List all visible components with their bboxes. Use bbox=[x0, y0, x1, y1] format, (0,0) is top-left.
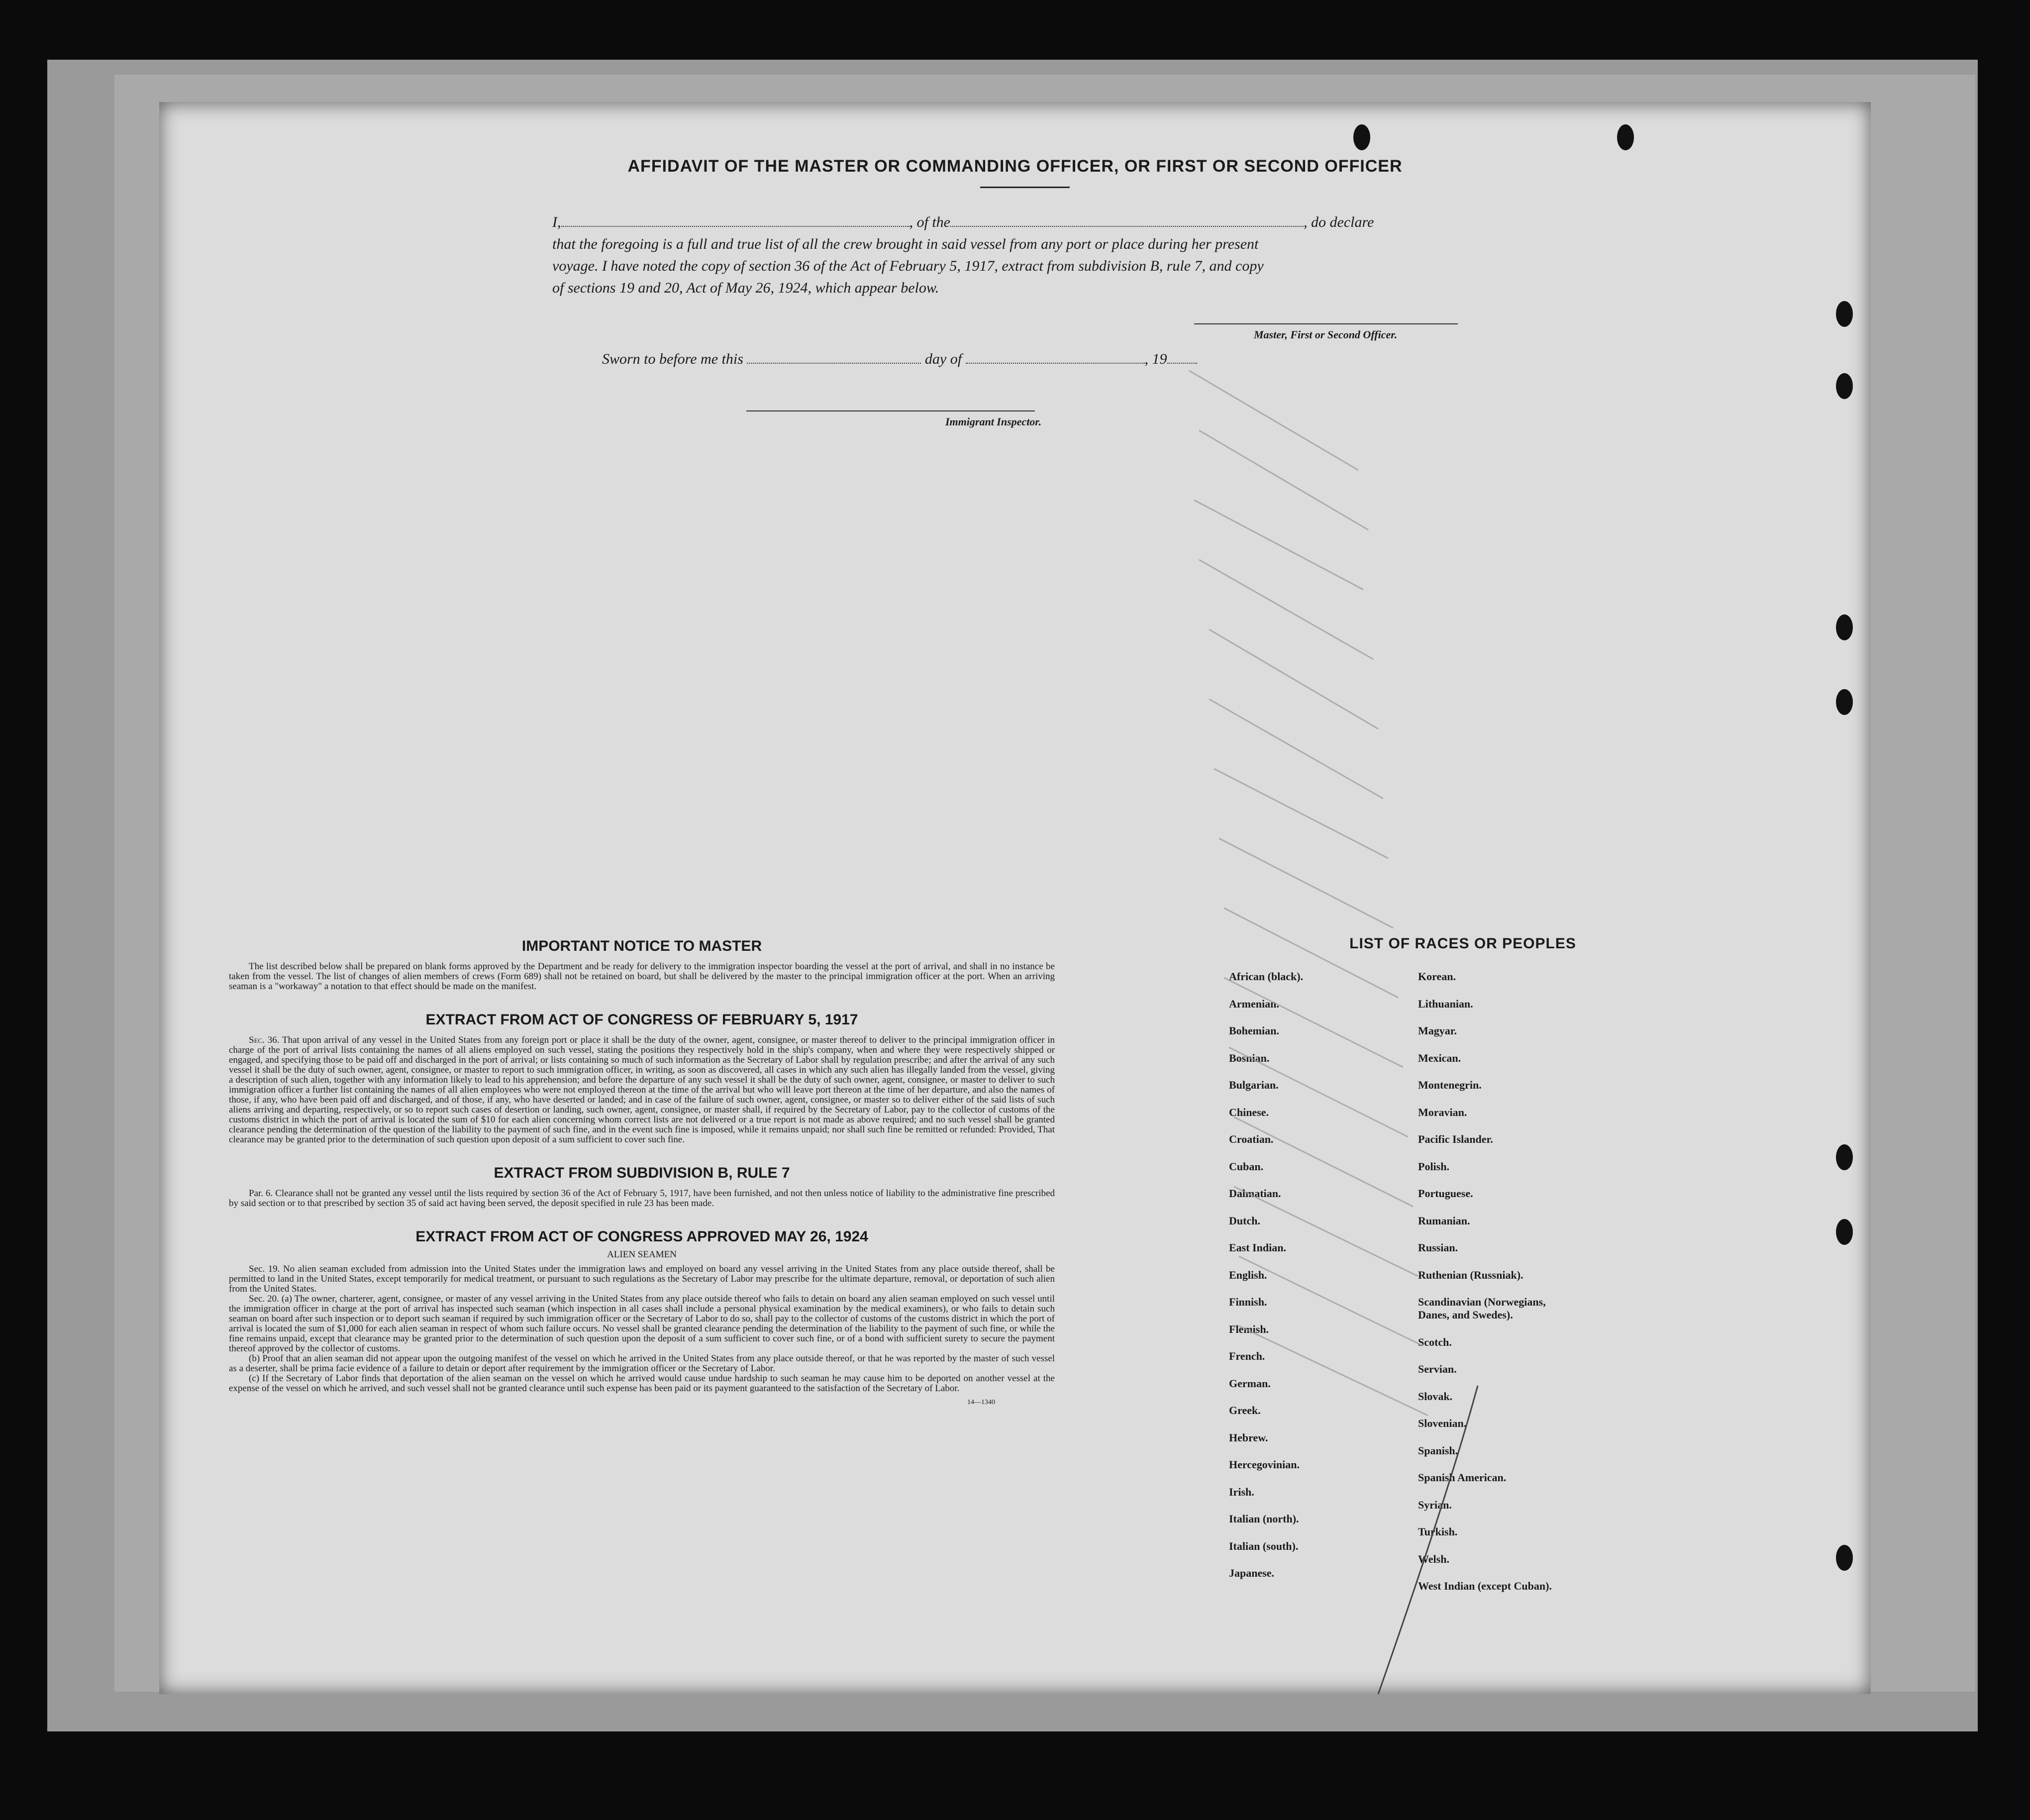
signature-label: Master, First or Second Officer. bbox=[1254, 328, 1398, 341]
race-item: Welsh. bbox=[1418, 1552, 1449, 1565]
race-item: Servian. bbox=[1418, 1363, 1457, 1375]
race-item: French. bbox=[1229, 1350, 1265, 1362]
race-item: Finnish. bbox=[1229, 1296, 1267, 1308]
race-item: Hebrew. bbox=[1229, 1431, 1268, 1444]
affidavit-i: I, bbox=[552, 214, 561, 230]
race-item: German. bbox=[1229, 1377, 1271, 1390]
section-20c-text: (c) If the Secretary of Labor finds that deportation of the alien seaman on the vessel on which he arrived would cause undue hardship to such seaman he may cause him to be deported on another vessel at the expense of the vessel on which he arrived, and such vessel shall not be granted clearance until such expense has been paid or its payment guaranteed to the satisfaction of the Secretary of Labor. bbox=[229, 1373, 1055, 1394]
affidavit-of: , of the bbox=[909, 214, 950, 230]
name-blank[interactable] bbox=[561, 226, 910, 227]
extract-1917-body bbox=[229, 1035, 1055, 1145]
punch-hole bbox=[1836, 1219, 1853, 1245]
punch-hole bbox=[1836, 1545, 1853, 1571]
section-20b-text: (b) Proof that an alien seaman did not appear upon the outgoing manifest of the vessel on which he arrived in the United States from any place outside thereof, or that he was reported by the master of such vessel as a deserter, shall be prima facie evidence of a failure to detain or deport after requirement by the immigration officer or the Secretary of Labor. bbox=[229, 1353, 1055, 1374]
section-19-text: Sec. 19. No alien seaman excluded from admission into the United States under the immigration laws and employed on board any vessel arriving in the United States from any place outside thereof, shall be permitted to land in the United States, except temporarily for medical treatment, or pursuant to such regulations as the Secretary of Labor may prescribe for the ultimate departure, removal, or deportation of such alien from the United States. bbox=[229, 1264, 1055, 1294]
bleed-through-text bbox=[398, 420, 405, 433]
section-36-text: That upon arrival of any vessel in the United States from any foreign port or place it shall be the duty of the owner, agent, consignee, or master thereof to deliver to the principal immigration officer in charge of the port of arrival lists containing the names of all aliens employed on such vessel, stating the positions they respectively hold in the ship's company, when and where they were respectively shipped or engaged, and specifying those to be paid off and discharged in the port of arrival; or lists containing so much of such information as the Secretary of Labor shall by regulation prescribe; and after the arrival of any such vessel it shall be the duty of such owner, agent, consignee, or master to report to such immigration officer, in writing, as soon as discovered, all cases in which any such alien has illegally landed from the vessel, giving a description of such alien, together with any information likely to lead to his apprehension; and before the departure of any such vessel it shall be the duty of such owner, agent, consignee, or master to deliver to such immigration officer a further list containing the names of all alien employees who were not employed thereon at the time of the arrival but who will leave port thereon at the time of her departure, and also the names of those, if any, who have been paid off and discharged, and of those, if any, who have deserted or landed; and in case of the failure of such owner, agent, consignee, or master so to deliver either of the said lists of such aliens arriving and departing, respectively, or so to report such cases of desertion or landing, such owner, agent, consignee, or master shall, if required by the Secretary of Labor, pay to the collector of customs of the customs district in which the port of arrival is located the sum of $10 for each alien concerning whom correct lists are not delivered or a true report is not made as above required; and no such vessel shall be granted clearance pending the determination of the question of the liability to the payment of such fine, and in the event such fine is imposed, while it remains unpaid; nor shall such fine be remitted or refunded: Provided, That clearance may be granted prior to the determination of such question upon deposit of a sum sufficient to cover such fine. bbox=[229, 1035, 1055, 1145]
punch-hole bbox=[1836, 373, 1853, 399]
notice-body: The list described below shall be prepared on blank forms approved by the Department and be ready for delivery to the immigration inspector boarding the vessel at the port of arrival, and shall in no instance be taken from the vessel. The list of changes of alien members of crews (Form 689) shall not be retained on board, but shall be delivered by the master to the principal immigration officer at the port. When an arriving seaman is a "workaway" a notation to that effect should be made on the manifest. bbox=[229, 961, 1055, 992]
legal-extracts bbox=[229, 938, 1055, 1407]
race-item: Slovenian. bbox=[1418, 1417, 1467, 1429]
extract-1924-title: EXTRACT FROM ACT OF CONGRESS APPROVED MAY 26, 1924 bbox=[415, 1228, 868, 1245]
punch-hole bbox=[1836, 1144, 1853, 1170]
race-item: Korean. bbox=[1418, 970, 1456, 983]
race-item: Syrian. bbox=[1418, 1498, 1452, 1511]
race-item: West Indian (except Cuban). bbox=[1418, 1580, 1552, 1592]
race-item: Dutch. bbox=[1229, 1214, 1260, 1227]
affidavit-title: AFFIDAVIT OF THE MASTER OR COMMANDING OFFICER, OR FIRST OR SECOND OFFICER bbox=[627, 157, 1403, 176]
day-of-text: day of bbox=[924, 351, 962, 367]
signature-line[interactable] bbox=[1194, 323, 1458, 324]
punch-hole bbox=[1836, 689, 1853, 715]
punch-hole bbox=[1617, 124, 1634, 150]
race-item: Portuguese. bbox=[1418, 1187, 1473, 1200]
race-item: East Indian. bbox=[1229, 1241, 1286, 1254]
race-item: Montenegrin. bbox=[1418, 1079, 1482, 1091]
race-item: Magyar. bbox=[1418, 1024, 1457, 1037]
race-item: Japanese. bbox=[1229, 1567, 1275, 1579]
race-item: Bohemian. bbox=[1229, 1024, 1279, 1037]
race-item: Armenian. bbox=[1229, 997, 1279, 1010]
race-item: Bosnian. bbox=[1229, 1051, 1270, 1064]
extract-rule7-title: EXTRACT FROM SUBDIVISION B, RULE 7 bbox=[494, 1165, 790, 1181]
race-item: Scandinavian (Norwegians, bbox=[1418, 1296, 1546, 1308]
race-item: Italian (north). bbox=[1229, 1513, 1299, 1525]
race-item: Ruthenian (Russniak). bbox=[1418, 1268, 1523, 1281]
races-title: LIST OF RACES OR PEOPLES bbox=[1349, 935, 1576, 952]
race-item: Lithuanian. bbox=[1418, 997, 1473, 1010]
race-item: Bulgarian. bbox=[1229, 1079, 1279, 1091]
race-item: Polish. bbox=[1418, 1160, 1449, 1173]
affidavit-line-3: voyage. I have noted the copy of section 36 of the Act of February 5, 1917, extract from subdivision B, rule 7, and copy bbox=[552, 258, 1264, 274]
race-item: Scotch. bbox=[1418, 1335, 1452, 1348]
inspector-label: Immigrant Inspector. bbox=[945, 415, 1042, 428]
vessel-blank[interactable] bbox=[950, 226, 1304, 227]
race-item: Chinese. bbox=[1229, 1106, 1269, 1118]
race-item: Moravian. bbox=[1418, 1106, 1467, 1118]
race-item: African (black). bbox=[1229, 970, 1304, 983]
race-item: Cuban. bbox=[1229, 1160, 1264, 1173]
month-blank[interactable] bbox=[966, 363, 1145, 364]
race-item: Italian (south). bbox=[1229, 1539, 1299, 1552]
race-item: Pacific Islander. bbox=[1418, 1133, 1493, 1145]
sworn-line bbox=[602, 351, 1197, 368]
race-item: Spanish. bbox=[1418, 1444, 1458, 1457]
inspector-signature-line[interactable] bbox=[746, 410, 1035, 411]
race-item: Rumanian. bbox=[1418, 1214, 1470, 1227]
affidavit-line-2: that the foregoing is a full and true list of all the crew brought in said vessel from any port or place during her present bbox=[552, 236, 1259, 252]
race-item: Dalmatian. bbox=[1229, 1187, 1281, 1200]
race-item: Flemish. bbox=[1229, 1322, 1269, 1335]
race-item: Mexican. bbox=[1418, 1051, 1461, 1064]
punch-hole bbox=[1353, 124, 1370, 150]
punch-hole bbox=[1836, 301, 1853, 327]
race-item: Greek. bbox=[1229, 1404, 1261, 1416]
day-blank[interactable] bbox=[747, 363, 921, 364]
alien-seamen-subtitle: ALIEN SEAMEN bbox=[607, 1249, 677, 1260]
punch-hole bbox=[1836, 614, 1853, 640]
affidavit-declare: , do declare bbox=[1304, 214, 1374, 230]
race-item: Danes, and Swedes). bbox=[1418, 1309, 1513, 1321]
document-page bbox=[159, 102, 1871, 1694]
race-item: Spanish American. bbox=[1418, 1471, 1507, 1484]
pencil-strokes bbox=[1179, 351, 1627, 1694]
race-item: Hercegovinian. bbox=[1229, 1458, 1300, 1471]
race-item: English. bbox=[1229, 1268, 1267, 1281]
affidavit-text bbox=[552, 211, 1483, 299]
section-20a-text: Sec. 20. (a) The owner, charterer, agent, consignee, or master of any vessel arriving in the United States from any place outside thereof who fails to detain on board any alien seaman employed on such vessel until the immigration officer in charge at the port of arrival has inspected such seaman (which inspection in all cases shall include a personal physical examination by the medical examiners), or who fails to detain such seaman on board after such inspection or to deport such seaman if required by such immigration officer or the Secretary of Labor to do so, shall pay to the collector of customs of the customs district in which the port of arrival is located the sum of $1,000 for each alien seaman in respect of whom such failure occurs. No vessel shall be granted clearance pending the determination of the liability to the payment of such fine, or while the fine remains unpaid, except that clearance may be granted prior to the determination of such question upon the deposit of a sum sufficient to cover such fine, or of a bond with sufficient surety to secure the payment thereof approved by the collector of customs. bbox=[229, 1294, 1055, 1354]
title-rule bbox=[980, 187, 1070, 188]
race-item: Slovak. bbox=[1418, 1390, 1453, 1403]
race-item: Russian. bbox=[1418, 1241, 1458, 1254]
notice-title: IMPORTANT NOTICE TO MASTER bbox=[521, 938, 762, 954]
affidavit-line-4: of sections 19 and 20, Act of May 26, 1924, which appear below. bbox=[552, 280, 939, 296]
sworn-text: Sworn to before me this bbox=[602, 351, 743, 367]
race-item: Croatian. bbox=[1229, 1133, 1274, 1145]
extract-1917-title: EXTRACT FROM ACT OF CONGRESS OF FEBRUARY 5, 1917 bbox=[425, 1011, 858, 1028]
section-label: Sec. 36. bbox=[249, 1035, 280, 1045]
form-number: 14—1340 bbox=[967, 1399, 995, 1406]
year-prefix: , 19 bbox=[1144, 351, 1167, 367]
extract-rule7-body: Par. 6. Clearance shall not be granted any vessel until the lists required by section 36 of the Act of February 5, 1917, have been furnished, and not then unless notice of liability to the administrative fine prescribed by said section or to that prescribed by section 35 of said act having been served, the deposit specified in rule 23 has been made. bbox=[229, 1188, 1055, 1209]
race-item: Turkish. bbox=[1418, 1525, 1458, 1538]
race-item: Irish. bbox=[1229, 1485, 1254, 1498]
